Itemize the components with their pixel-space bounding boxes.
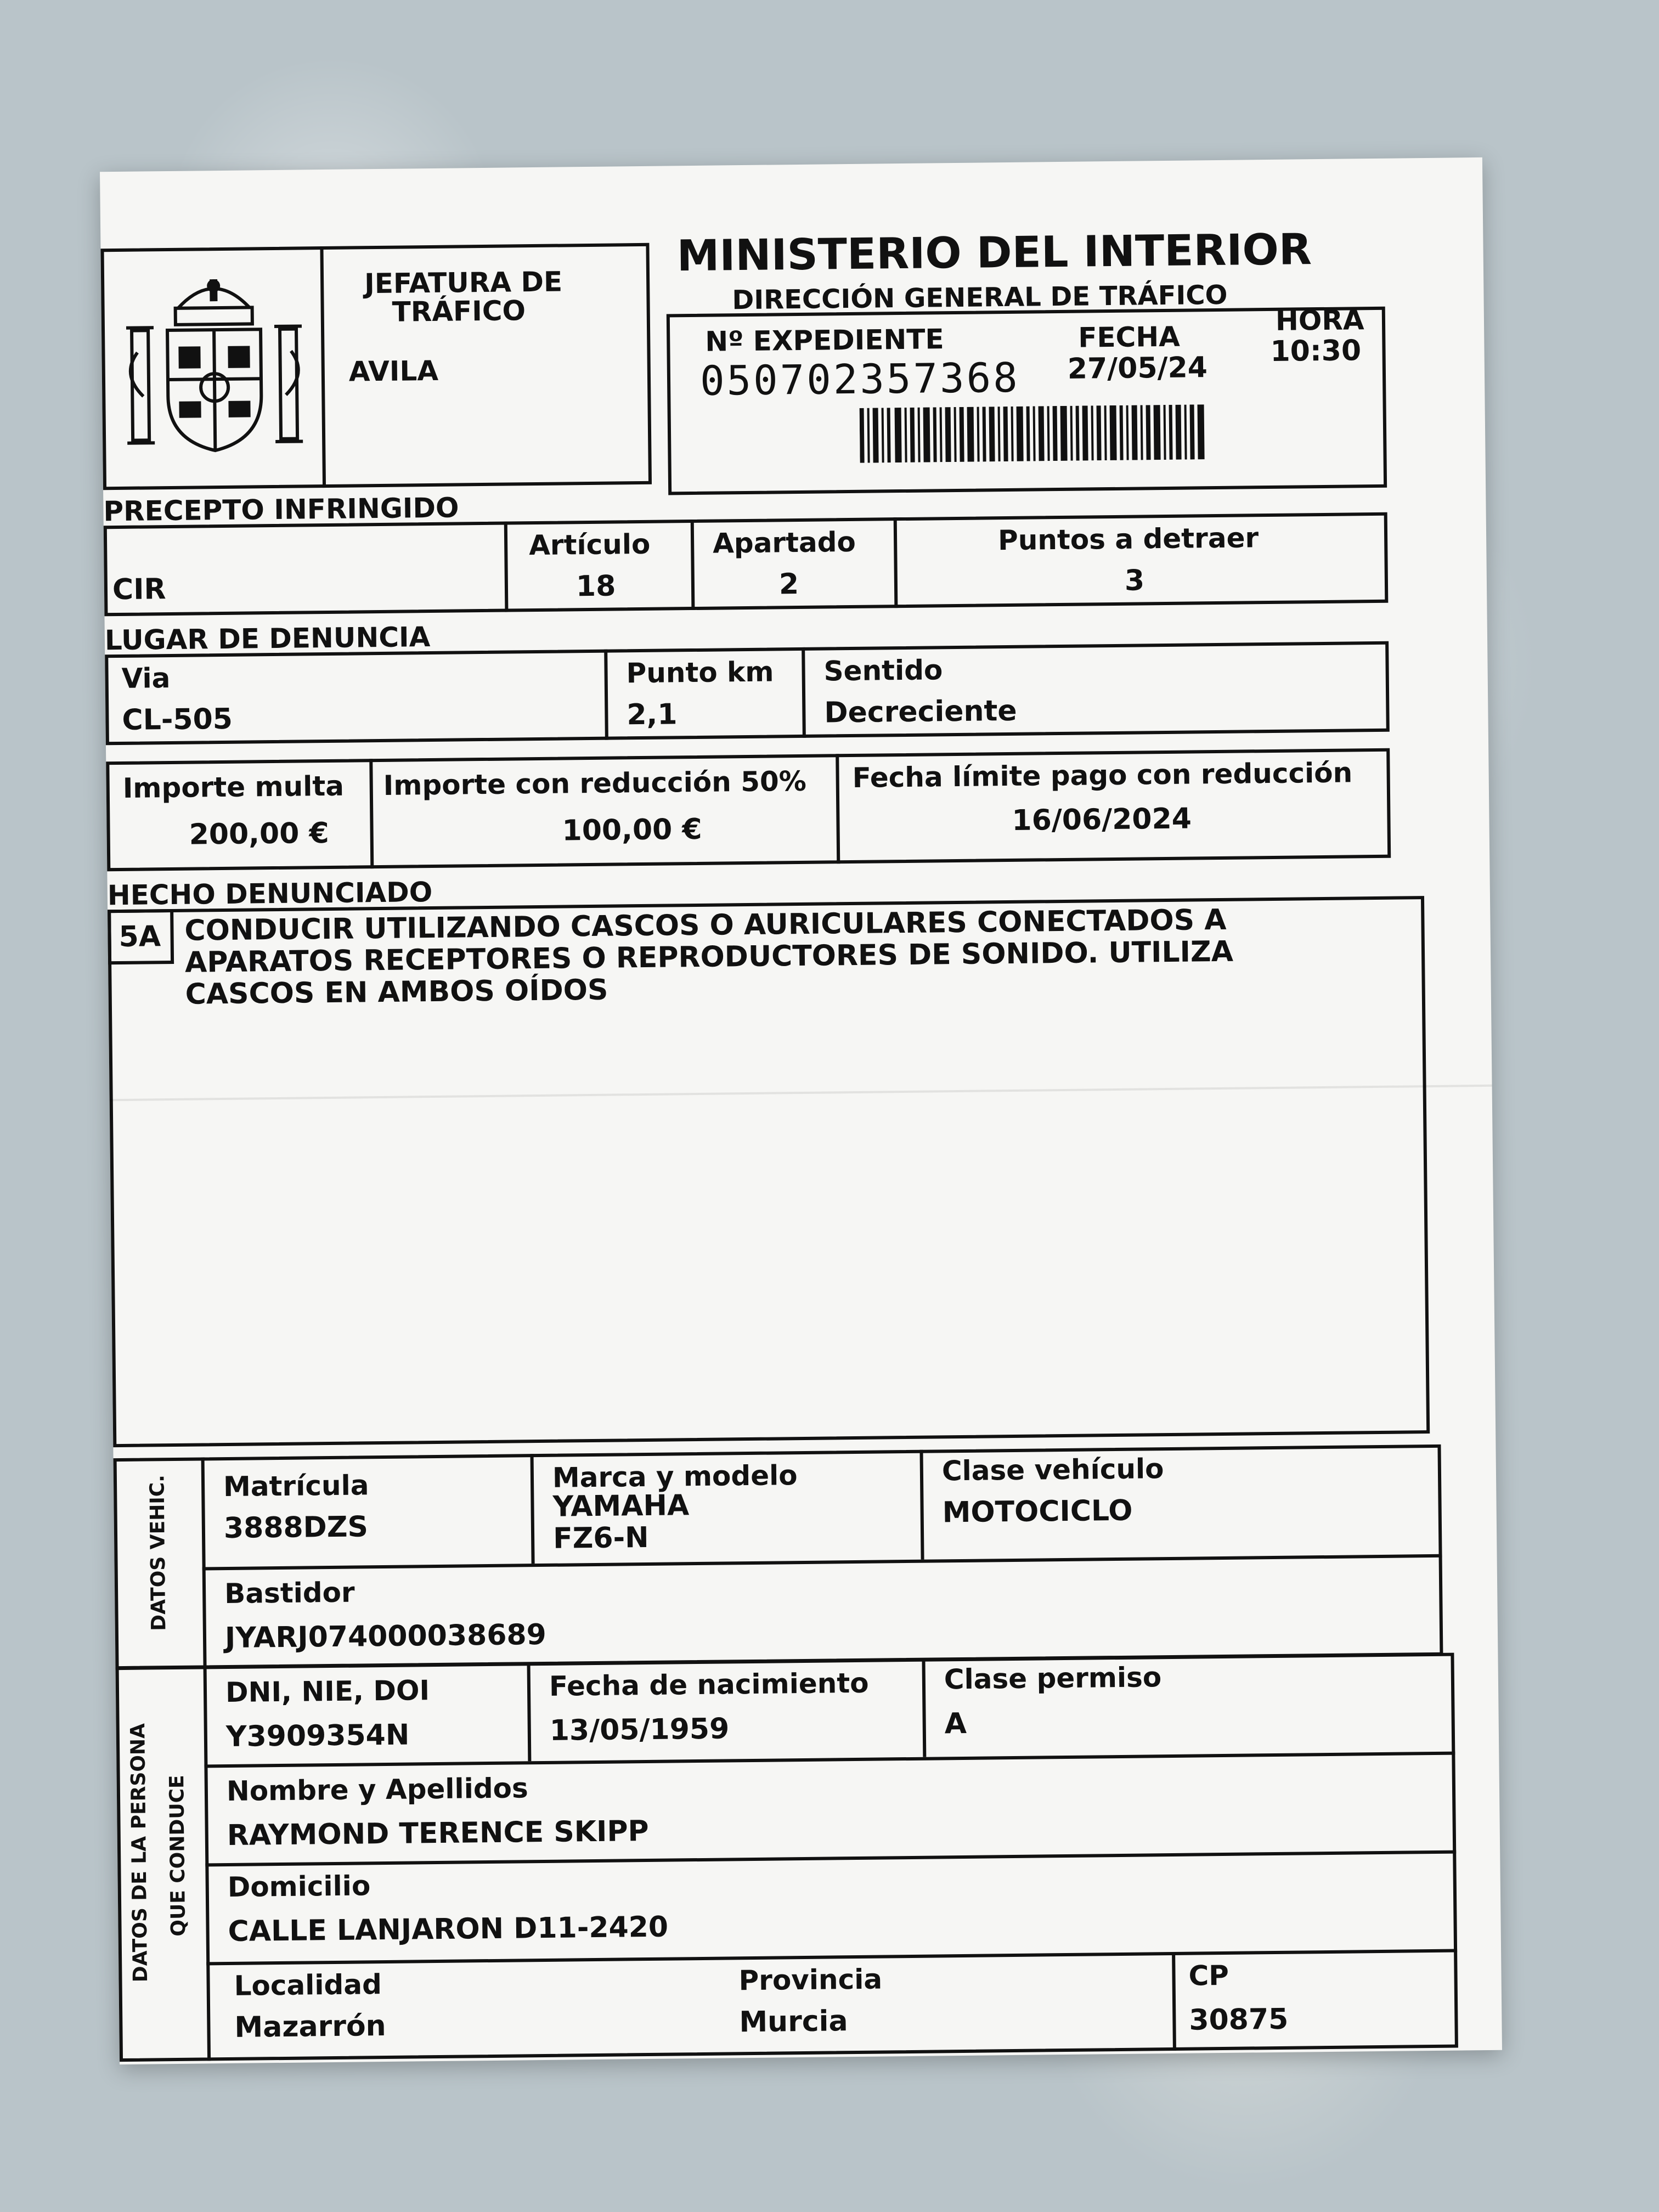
hecho-line-2: APARATOS RECEPTORES O REPRODUCTORES DE SONIDO. UTILIZA — [184, 935, 1234, 979]
matricula-value: 3888DZS — [223, 1510, 369, 1545]
expediente-value: 050702357368 — [699, 354, 1020, 405]
clase-vehiculo-label: Clase vehículo — [941, 1453, 1164, 1487]
nombre-value: RAYMOND TERENCE SKIPP — [227, 1814, 649, 1853]
multa-value: 200,00 € — [189, 816, 329, 851]
permiso-label: Clase permiso — [944, 1661, 1162, 1696]
localidad-value: Mazarrón — [234, 2010, 386, 2044]
dni-label: DNI, NIE, DOI — [225, 1674, 430, 1709]
hecho-code: 5A — [119, 920, 161, 954]
clase-vehiculo-value: MOTOCICLO — [942, 1494, 1133, 1530]
apartado-label: Apartado — [712, 526, 856, 560]
provincia-value: Murcia — [739, 2005, 848, 2039]
barcode-icon — [860, 404, 1211, 463]
fecha-label: FECHA — [1077, 320, 1181, 354]
limite-label: Fecha límite pago con reducción — [852, 757, 1353, 794]
articulo-label: Artículo — [528, 528, 651, 562]
precepto-section-title: PRECEPTO INFRINGIDO — [103, 492, 459, 528]
dni-value: Y3909354N — [225, 1718, 410, 1754]
puntos-label: Puntos a detraer — [997, 522, 1259, 557]
cp-label: CP — [1188, 1959, 1229, 1992]
sentido-value: Decreciente — [824, 694, 1017, 730]
hora-value: 10:30 — [1270, 334, 1362, 368]
sentido-label: Sentido — [823, 654, 943, 687]
via-value: CL-505 — [122, 702, 233, 737]
provincia-label: Provincia — [738, 1963, 883, 1997]
reduccion-value: 100,00 € — [562, 812, 702, 848]
articulo-value: 18 — [575, 569, 616, 603]
km-value: 2,1 — [627, 698, 678, 732]
apartado-value: 2 — [778, 567, 799, 601]
vehiculo-side-label: DATOS VEHIC. — [146, 1474, 171, 1632]
hora-label: HORA — [1275, 304, 1364, 337]
hecho-line-3: CASCOS EN AMBOS OÍDOS — [185, 973, 608, 1011]
jefatura-label: JEFATURA DE — [364, 266, 563, 300]
lugar-section-title: LUGAR DE DENUNCIA — [104, 621, 431, 657]
nacimiento-label: Fecha de nacimiento — [549, 1667, 869, 1702]
bastidor-value: JYARJ074000038689 — [224, 1618, 547, 1655]
localidad-label: Localidad — [234, 1968, 382, 2002]
bastidor-label: Bastidor — [224, 1576, 355, 1610]
direccion-title: DIRECCIÓN GENERAL DE TRÁFICO — [732, 279, 1228, 316]
hecho-section-title: HECHO DENUNCIADO — [107, 876, 433, 912]
spanish-coat-of-arms-icon — [117, 268, 312, 468]
nombre-label: Nombre y Apellidos — [226, 1772, 528, 1808]
fecha-value: 27/05/24 — [1067, 351, 1208, 386]
reduccion-label: Importe con reducción 50% — [383, 765, 807, 802]
km-label: Punto km — [626, 656, 774, 690]
marca-value-1: YAMAHA — [552, 1489, 690, 1523]
via-label: Via — [121, 662, 171, 695]
domicilio-label: Domicilio — [227, 1870, 371, 1904]
matricula-label: Matrícula — [223, 1469, 369, 1503]
precepto-code: CIR — [112, 573, 166, 607]
persona-side-label-2: QUE CONDUCE — [166, 1775, 190, 1937]
domicilio-value: CALLE LANJARON D11-2420 — [228, 1910, 669, 1949]
hecho-line-1: CONDUCIR UTILIZANDO CASCOS O AURICULARES CONECTADOS A — [184, 903, 1227, 947]
marca-label: Marca y modelo — [552, 1459, 798, 1494]
multa-label: Importe multa — [122, 770, 345, 804]
trafico-label: TRÁFICO — [392, 295, 526, 328]
marca-value-2: FZ6-N — [552, 1521, 649, 1555]
persona-side-label-1: DATOS DE LA PERSONA — [127, 1723, 153, 1983]
traffic-fine-document — [100, 157, 1502, 2064]
permiso-value: A — [944, 1707, 967, 1741]
expediente-label: Nº EXPEDIENTE — [705, 323, 944, 358]
ministry-title: MINISTERIO DEL INTERIOR — [676, 225, 1312, 281]
puntos-value: 3 — [1124, 564, 1145, 597]
cp-value: 30875 — [1189, 2002, 1289, 2037]
limite-value: 16/06/2024 — [1012, 802, 1192, 837]
city-label: AVILA — [348, 354, 439, 388]
nacimiento-value: 13/05/1959 — [549, 1712, 730, 1747]
